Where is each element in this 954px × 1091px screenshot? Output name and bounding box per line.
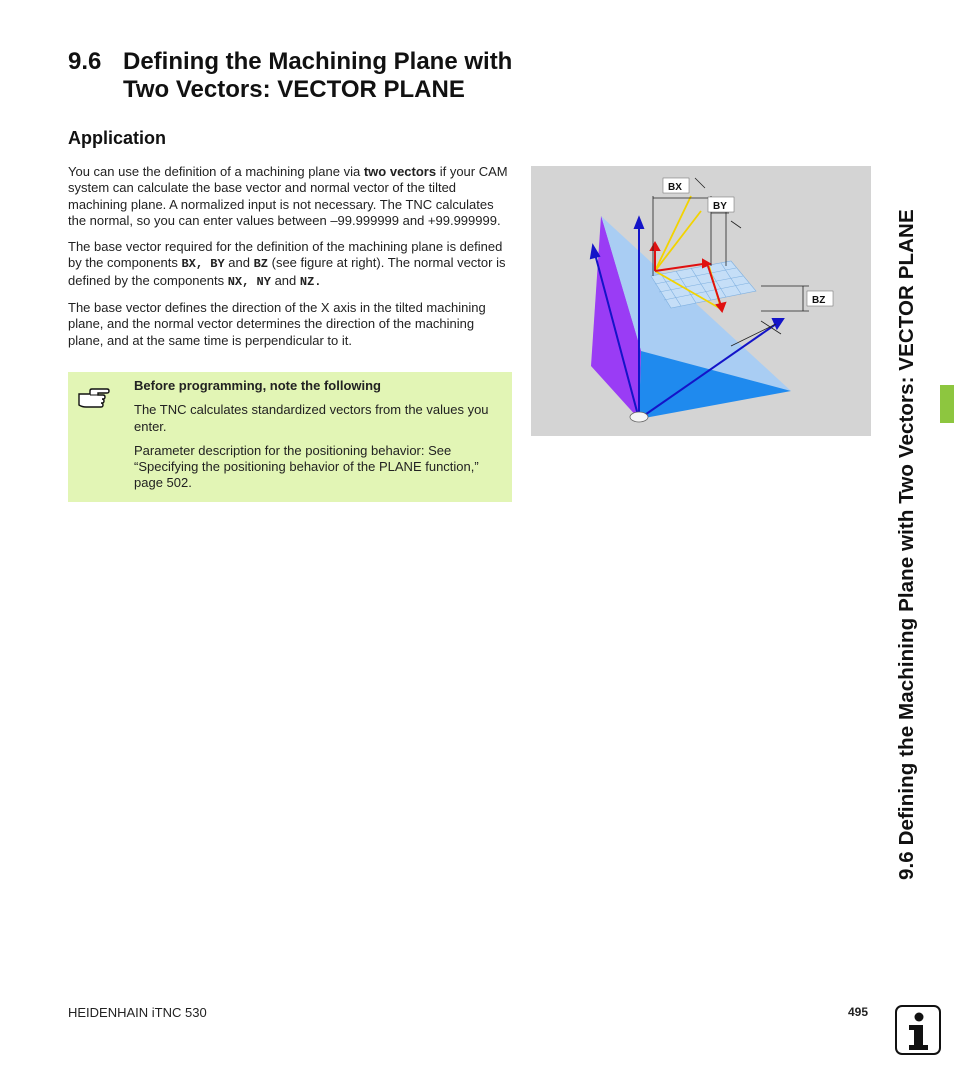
title-line-2: Two Vectors: VECTOR PLANE bbox=[123, 76, 465, 103]
code-nx-ny: NX, NY bbox=[227, 274, 271, 289]
pointing-hand-icon bbox=[76, 384, 110, 410]
vector-plane-figure bbox=[531, 166, 871, 436]
footer-product: HEIDENHAIN iTNC 530 bbox=[68, 1005, 207, 1020]
para2-and-1: and bbox=[224, 255, 254, 271]
para2-text-b: (see figure at right). The normal vector is defined by the components bbox=[68, 255, 506, 288]
grid-plane bbox=[651, 261, 756, 308]
side-tab-title: 9.6 Defining the Machining Plane with Two Vectors: VECTOR PLANE bbox=[895, 209, 918, 880]
subtitle: Application bbox=[68, 128, 166, 148]
origin-marker bbox=[630, 412, 648, 422]
section-number: 9.6 bbox=[68, 48, 102, 75]
para2-text-a: The base vector required for the definition of the machining plane is defined by the components bbox=[68, 239, 503, 271]
para1-text-a: You can use the definition of a machining plane via bbox=[68, 164, 364, 179]
code-bz: BZ bbox=[253, 257, 269, 272]
note-paragraph-1: The TNC calculates standardized vectors from the values you enter. bbox=[134, 402, 489, 434]
body-text bbox=[68, 164, 512, 359]
label-bz: BZ bbox=[812, 295, 826, 306]
page-title bbox=[68, 48, 512, 104]
label-by: BY bbox=[713, 201, 727, 212]
note-text bbox=[134, 378, 504, 500]
paragraph-3: The base vector defines the direction of the X axis in the tilted machining plane, and the normal vector determines the direction of the machining plane, and at the same time is perpendicular to it. bbox=[68, 300, 486, 348]
code-bx-by: BX, BY bbox=[181, 257, 225, 272]
page-number: 495 bbox=[848, 1005, 869, 1019]
note-heading: Before programming, note the following bbox=[134, 378, 381, 393]
paragraph-2 bbox=[68, 239, 512, 290]
para1-bold: two vectors bbox=[363, 164, 437, 179]
para2-and-2: and bbox=[270, 272, 300, 288]
info-icon bbox=[895, 1005, 941, 1055]
side-tab-marker bbox=[940, 385, 954, 423]
paragraph-1 bbox=[68, 164, 512, 229]
para1-text-b: if your CAM system can calculate the base vector and normal vector of the tilted machining plane. A normalized input is not necessary. The TNC calculates the normal, so you can enter values between –99.999999 and +99.999999. bbox=[68, 164, 508, 228]
figure-drawing bbox=[531, 166, 871, 436]
code-nz: NZ. bbox=[299, 274, 322, 289]
label-bx: BX bbox=[668, 182, 682, 193]
note-box bbox=[68, 372, 512, 502]
note-paragraph-2: Parameter description for the positioning behavior: See “Specifying the positioning behavior of the PLANE function,” page 502. bbox=[134, 442, 479, 491]
title-line-1: Defining the Machining Plane with bbox=[123, 48, 513, 75]
